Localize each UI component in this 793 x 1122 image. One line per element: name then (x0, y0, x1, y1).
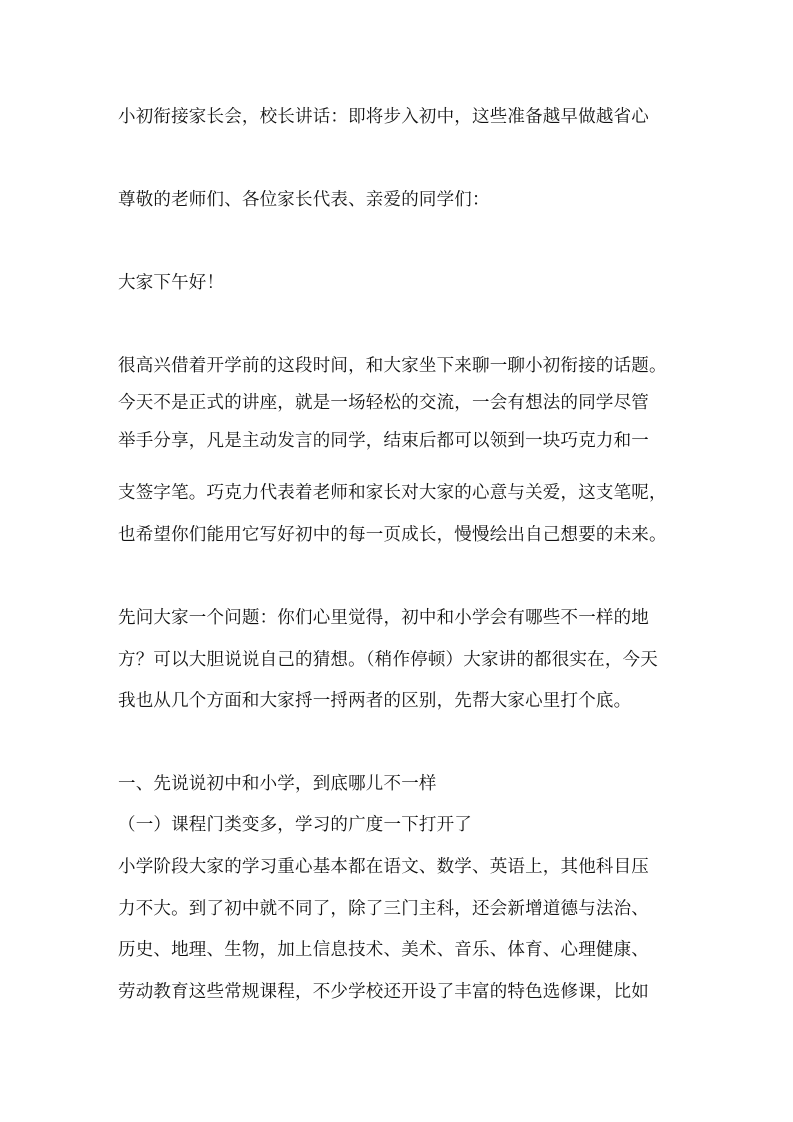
subsection-1-heading: （一）课程门类变多，学习的广度一下打开了 (118, 815, 472, 835)
paragraph-3-line-4: 劳动教育这些常规课程，不少学校还开设了丰富的特色选修课，比如 (118, 982, 649, 1002)
greeting: 尊敬的老师们、各位家长代表、亲爱的同学们： (118, 190, 490, 210)
paragraph-1-line-4: 支签字笔。巧克力代表着老师和家长对大家的心意与关爱，这支笔呢， (118, 483, 667, 503)
section-1-heading: 一、先说说初中和小学，到底哪儿不一样 (118, 774, 437, 794)
paragraph-1-line-3: 举手分享，凡是主动发言的同学，结束后都可以领到一块巧克力和一 (118, 431, 649, 451)
paragraph-2-line-1: 先问大家一个问题：你们心里觉得，初中和小学会有哪些不一样的地 (118, 608, 649, 628)
document-title: 小初衔接家长会，校长讲话：即将步入初中，这些准备越早做越省心 (118, 107, 649, 127)
paragraph-1-line-1: 很高兴借着开学前的这段时间，和大家坐下来聊一聊小初衔接的话题。 (118, 356, 667, 376)
paragraph-1-line-5: 也希望你们能用它写好初中的每一页成长，慢慢绘出自己想要的未来。 (118, 525, 667, 545)
paragraph-2-line-3: 我也从几个方面和大家捋一捋两者的区别，先帮大家心里打个底。 (118, 691, 632, 711)
paragraph-2-line-2: 方？可以大胆说说自己的猜想。（稍作停顿）大家讲的都很实在，今天 (118, 650, 658, 670)
paragraph-1-line-2: 今天不是正式的讲座，就是一场轻松的交流，一会有想法的同学尽管 (118, 393, 649, 413)
paragraph-3-line-2: 力不大。到了初中就不同了，除了三门主科，还会新增道德与法治、 (118, 899, 649, 919)
paragraph-3-line-1: 小学阶段大家的学习重心基本都在语文、数学、英语上，其他科目压 (118, 857, 649, 877)
paragraph-3-line-3: 历史、地理、生物，加上信息技术、美术、音乐、体育、心理健康、 (118, 940, 649, 960)
salutation: 大家下午好！ (118, 273, 225, 293)
